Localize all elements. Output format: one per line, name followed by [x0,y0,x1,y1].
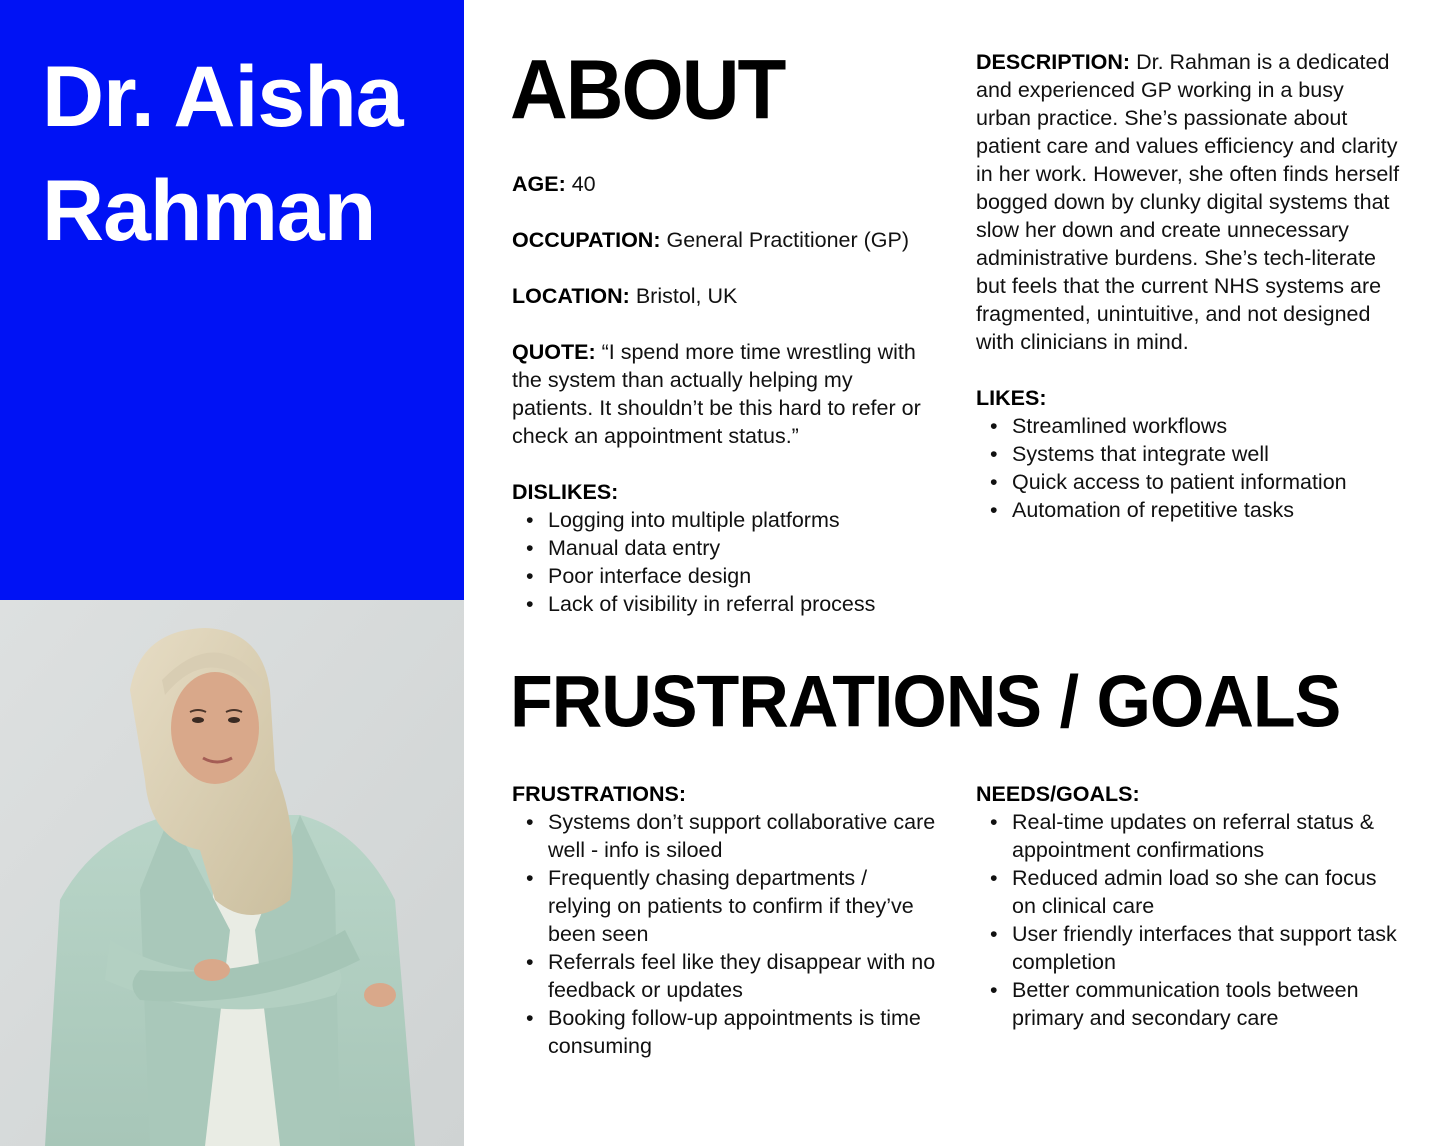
list-item: • Better communication tools between primary and secondary care [976,976,1404,1032]
list-item: • Streamlined workflows [976,412,1404,440]
frustrations-list [512,808,936,1060]
list-item: • Systems don’t support collaborative care well - info is siloed [512,808,936,864]
name-panel [0,0,464,600]
occupation-value: General Practitioner (GP) [660,228,910,252]
frustrations-goals-heading: FRUSTRATIONS / GOALS [510,660,1341,743]
persona-photo [0,600,464,1146]
list-item: • Systems that integrate well [976,440,1404,468]
list-item: • Automation of repetitive tasks [976,496,1404,524]
list-item: • Booking follow-up appointments is time consuming [512,1004,936,1060]
needs-goals-list [976,808,1404,1032]
list-item: • Poor interface design [512,562,936,590]
quote-label: QUOTE: [512,340,596,364]
location-field [512,282,936,310]
dislikes-list [512,506,936,618]
likes-label: LIKES: [976,386,1047,410]
list-item: • Reduced admin load so she can focus on clinical care [976,864,1404,920]
list-item: • Real-time updates on referral status & appointment confirmations [976,808,1404,864]
needs-goals-section [976,780,1404,1032]
occupation-field [512,226,936,254]
about-details [512,170,936,618]
frustrations-label: FRUSTRATIONS: [512,782,686,806]
persona-name [42,40,442,268]
dislikes-label: DISLIKES: [512,480,619,504]
occupation-label: OCCUPATION: [512,228,661,252]
likes-list [976,412,1404,524]
list-item: • Frequently chasing departments / relying on patients to confirm if they’ve been seen [512,864,936,948]
location-value: Bristol, UK [629,284,738,308]
list-item: • Logging into multiple platforms [512,506,936,534]
list-item: • Lack of visibility in referral process [512,590,936,618]
persona-name-line1: Dr. Aisha [42,49,403,145]
needs-goals-label: NEEDS/GOALS: [976,782,1140,806]
frustrations-section [512,780,936,1060]
description-value: Dr. Rahman is a dedicated and experienced GP working in a busy urban practice. She’s passionate about patient care and values efficiency and clarity in her work. However, she often finds herself bogged down by clunky digital systems that slow her down and create unnecessary administrative burdens. She’s tech-literate but feels that the current NHS systems are fragmented, unintuitive, and not designed with clinicians in mind. [976,50,1400,354]
list-item: • Referrals feel like they disappear with no feedback or updates [512,948,936,1004]
quote-field [512,338,936,450]
description-label: DESCRIPTION: [976,50,1131,74]
list-item: • Quick access to patient information [976,468,1404,496]
quote-value: “I spend more time wrestling with the system than actually helping my patients. It shouldn’t be this hard to refer or check an appointment status.” [512,340,921,448]
age-value: 40 [565,172,596,196]
woman-portrait-photo-icon [0,600,464,1146]
description-field [976,48,1404,356]
about-description [976,48,1404,524]
location-label: LOCATION: [512,284,630,308]
persona-name-line2: Rahman [42,163,376,259]
list-item: • Manual data entry [512,534,936,562]
list-item: • User friendly interfaces that support task completion [976,920,1404,976]
age-field [512,170,936,198]
about-heading: ABOUT [510,43,785,137]
age-label: AGE: [512,172,566,196]
